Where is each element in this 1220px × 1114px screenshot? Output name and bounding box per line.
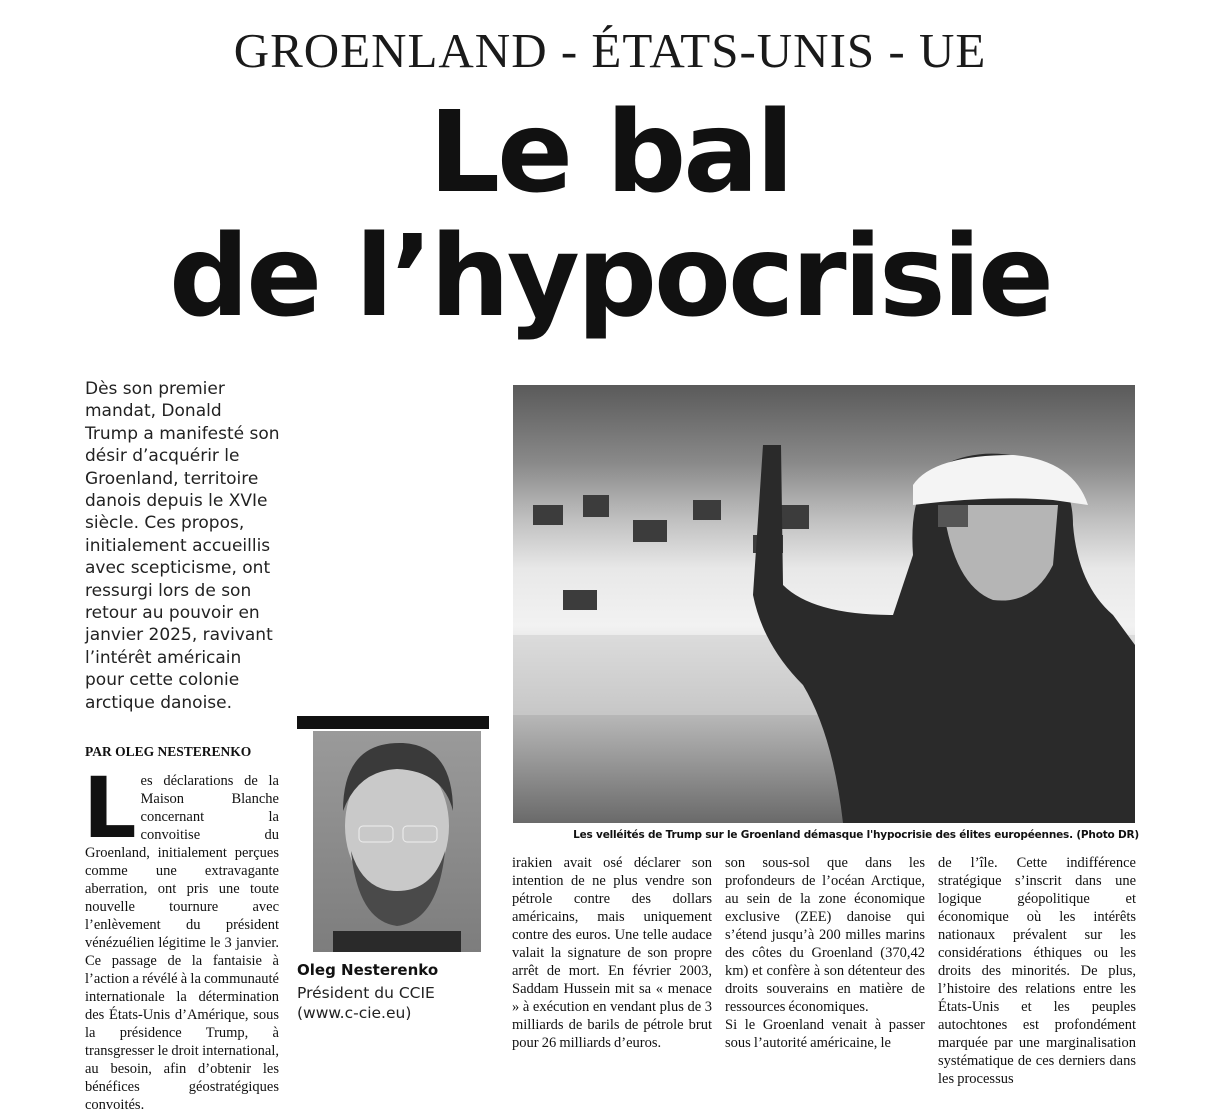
column-text: es déclarations de la Maison Blanche concernant la convoitise du Groenland, initialement perçues comme une extravagante aberration, ont pris une toute nouvelle tournure avec l’enlèvement du président vénézuélien légitime le 3 janvier. Ce passage de la fantaisie à l’action a révélé à la communauté internationale la détermination des États-Unis d’Amérique, sous la présidence Trump, à transgresser le droit international, au besoin, afin d’obtenir les bénéfices géostratégiques convoités. (85, 773, 279, 1113)
body-column-2 (512, 854, 712, 1052)
author-portrait (313, 731, 481, 952)
column-text: irakien avait osé déclarer son intention de ne plus vendre son pétrole contre des dollars américains, mais uniquement contre des euros. Une telle audace valait la signature de son propre arrêt de mort. En février 2003, Saddam Hussein mit sa « menace » à exécution en vendant plus de 3 milliards de barils de pétrole brut pour 26 milliards d’euros. (512, 855, 712, 1051)
body-column-1 (83, 759, 279, 1114)
article-intro: Dès son premier mandat, Donald Trump a manifesté son désir d’acquérir le Groenland, territoire danois depuis le XVIe siècle. Ces propos, initialement accueillis avec scepticisme, ont ressurgi lors de son retour au pouvoir en janvier 2025, ravivant l’intérêt américain pour cette colonie arctique danoise. (85, 379, 280, 713)
author-bar (297, 716, 489, 729)
body-column-3 (725, 854, 925, 1052)
byline: PAR OLEG NESTERENKO (85, 744, 252, 759)
author-role (297, 983, 435, 1023)
author-website: (www.c-cie.eu) (297, 1004, 412, 1022)
article-photo (513, 385, 1135, 823)
section-kicker: GROENLAND - ÉTATS-UNIS - UE (233, 23, 987, 78)
author-title: Président du CCIE (297, 984, 435, 1002)
body-column-4 (938, 854, 1136, 1088)
drop-cap: L (83, 759, 137, 857)
author-name: Oleg Nesterenko (297, 961, 439, 979)
column-text: de l’île. Cette indifférence stratégique s’inscrit dans une logique géopolitique et économique où les intérêts nationaux prévalent sur les considérations éthiques ou les droits des minorités. De plus, l’histoire des relations entre les États-Unis et les peuples autochtones est profondément marquée par une marginalisation systématique de ces derniers dans les processus (938, 855, 1136, 1087)
headline-line-1: Le bal (428, 88, 792, 218)
column-paragraph: Si le Groenland venait à passer sous l’autorité américaine, le (725, 1017, 925, 1051)
photo-caption: Les velléités de Trump sur le Groenland démasque l'hypocrisie des élites européennes. (Photo DR) (573, 829, 1139, 841)
column-paragraph: son sous-sol que dans les profondeurs de l’océan Arctique, au sein de la zone économique exclusive (ZEE) danoise qui s’étend jusqu’à 200 milles marins des côtes du Groenland (370,42 km) et confère à son détenteur des droits souverains en matière de ressources économiques. (725, 855, 925, 1015)
headline-line-2: de l’hypocrisie (169, 212, 1051, 342)
